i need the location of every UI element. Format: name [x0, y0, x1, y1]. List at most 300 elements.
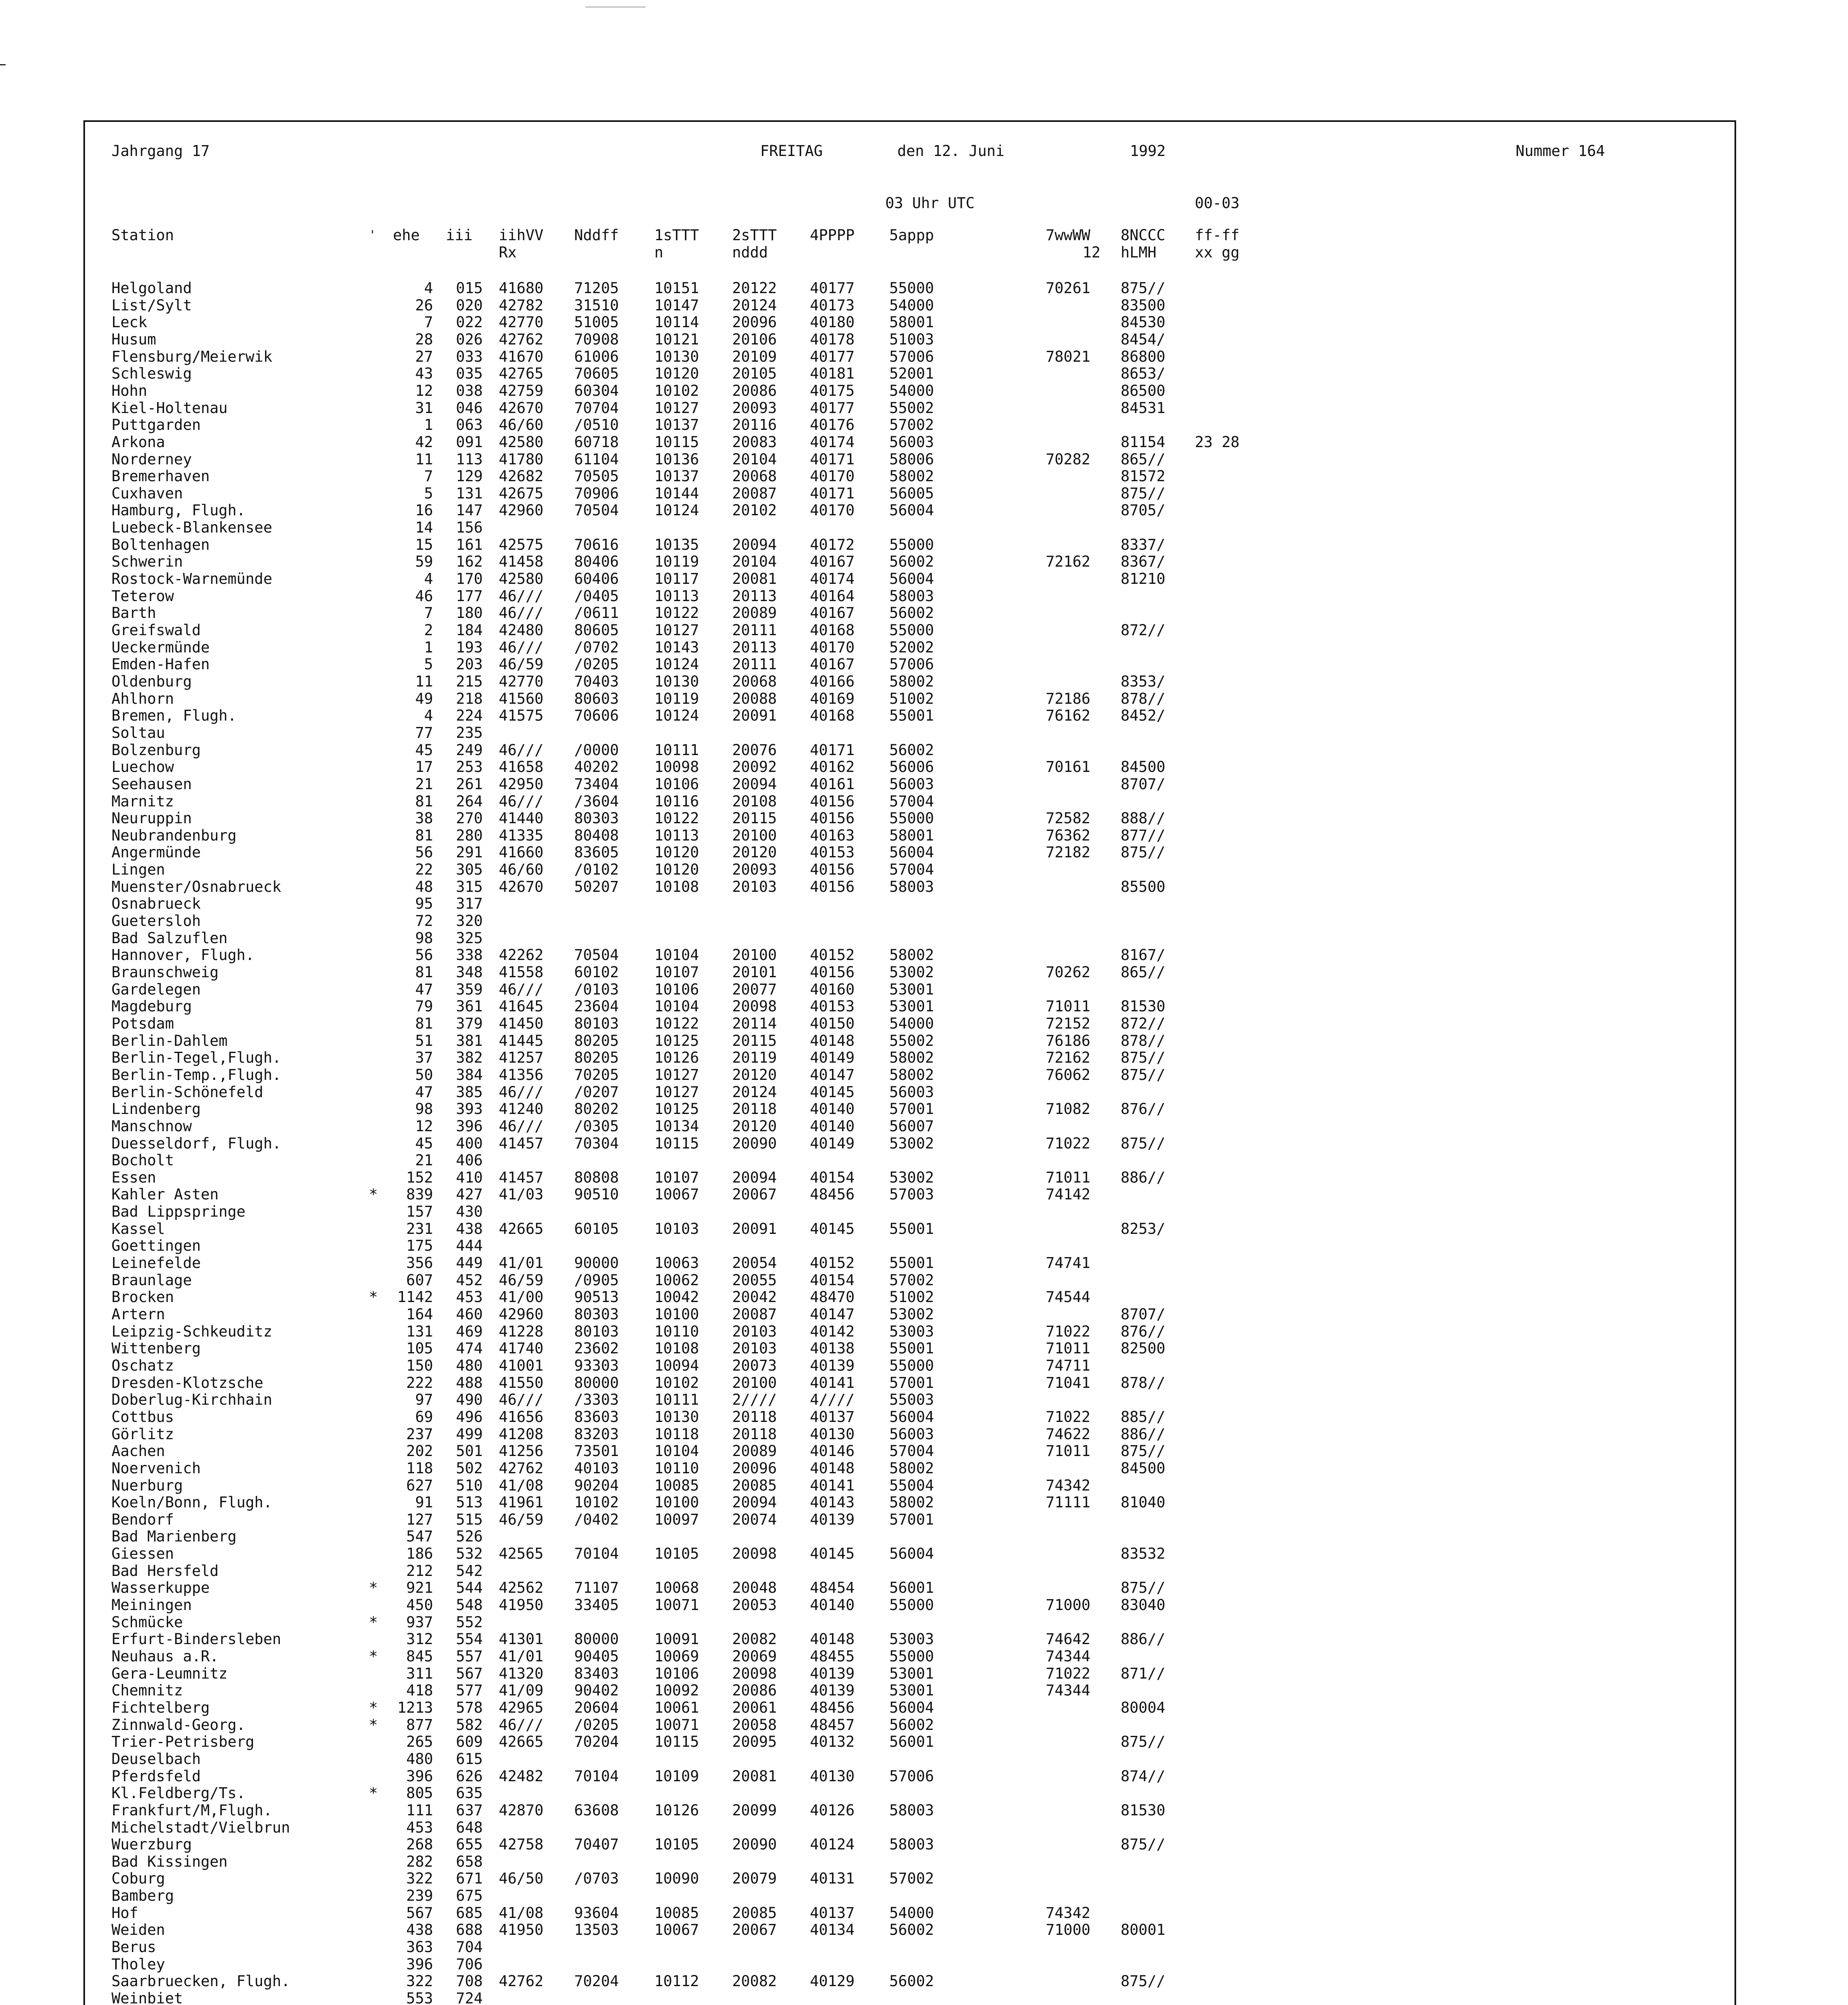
group-1sttt: 10137	[654, 468, 699, 485]
table-row	[0, 1630, 1323, 1648]
elevation: 22	[415, 861, 433, 879]
group-4pppp: 40154	[810, 1169, 855, 1186]
elevation: 4	[424, 279, 433, 297]
table-row	[0, 998, 1323, 1015]
station-name: Hannover, Flugh.	[111, 946, 255, 964]
group-1sttt: 10105	[654, 1545, 699, 1563]
group-4pppp: 40156	[810, 878, 855, 895]
elevation: 111	[406, 1801, 433, 1819]
group-nddff: 70204	[574, 1733, 619, 1751]
elevation: 2	[424, 622, 433, 639]
group-iihvv: 41/09	[499, 1682, 544, 1699]
group-2sttt: 20096	[732, 1459, 777, 1477]
group-iihvv: 42665	[499, 1220, 544, 1237]
group-1sttt: 10134	[654, 1117, 699, 1135]
group-2sttt: 20094	[732, 536, 777, 553]
station-id: 578	[456, 1699, 483, 1716]
group-1sttt: 10092	[654, 1682, 699, 1699]
station-name: Erfurt-Bindersleben	[111, 1630, 281, 1648]
elevation: 26	[415, 296, 433, 314]
table-row	[0, 1186, 1323, 1203]
group-5appp: 55000	[889, 622, 934, 639]
group-7wwww: 74642	[1046, 1630, 1091, 1648]
elevation: 47	[415, 980, 433, 998]
group-5appp: 55003	[889, 1391, 934, 1409]
station-name: Lingen	[111, 861, 165, 879]
group-1sttt: 10122	[654, 604, 699, 622]
table-row	[0, 707, 1323, 725]
elevation: 231	[406, 1220, 433, 1237]
group-7wwww: 72182	[1046, 844, 1091, 861]
group-1sttt: 10130	[654, 348, 699, 365]
table-row	[0, 399, 1323, 417]
group-iihvv: 41/00	[499, 1288, 544, 1306]
group-4pppp: 40174	[810, 433, 855, 451]
group-4pppp: 40156	[810, 792, 855, 810]
group-2sttt: 20099	[732, 1801, 777, 1819]
elevation: 21	[415, 775, 433, 793]
station-id: 218	[456, 690, 483, 707]
group-2sttt: 20103	[732, 1340, 777, 1357]
group-2sttt: 20090	[732, 1836, 777, 1853]
mountain-flag: *	[369, 1613, 378, 1631]
elevation: 877	[406, 1716, 433, 1734]
station-id: 548	[456, 1596, 483, 1614]
elevation: 37	[415, 1049, 433, 1067]
group-4pppp: 40141	[810, 1476, 855, 1494]
group-4pppp: 40167	[810, 656, 855, 673]
mountain-flag: *	[369, 1784, 378, 1802]
group-2sttt: 20069	[732, 1648, 777, 1665]
group-1sttt: 10112	[654, 1973, 699, 1990]
group-2sttt: 20118	[732, 1100, 777, 1118]
station-name: Leinefelde	[111, 1254, 201, 1272]
table-row	[0, 1323, 1323, 1341]
group-2sttt: 20111	[732, 656, 777, 673]
table-row	[0, 1152, 1323, 1169]
station-id: 655	[456, 1836, 483, 1853]
station-id: 026	[456, 330, 483, 348]
group-1sttt: 10127	[654, 1083, 699, 1101]
group-8nccc: 8705/	[1121, 502, 1166, 519]
group-nddff: /0702	[574, 638, 619, 656]
elevation: 42	[415, 433, 433, 451]
group-4pppp: 40154	[810, 1271, 855, 1289]
station-name: Muenster/Osnabrueck	[111, 878, 281, 895]
station-name: Essen	[111, 1169, 156, 1186]
group-2sttt: 20081	[732, 570, 777, 588]
group-7wwww: 71022	[1046, 1322, 1091, 1340]
group-1sttt: 10106	[654, 1665, 699, 1682]
elevation: 396	[406, 1767, 433, 1785]
table-row	[0, 1990, 1323, 2005]
elevation: 212	[406, 1562, 433, 1580]
group-1sttt: 10061	[654, 1699, 699, 1716]
elevation: 4	[424, 570, 433, 588]
table-row	[0, 1596, 1323, 1614]
group-7wwww: 71041	[1046, 1374, 1091, 1391]
group-2sttt: 20118	[732, 1425, 777, 1443]
station-id: 635	[456, 1784, 483, 1802]
group-iihvv: 41450	[499, 1015, 544, 1032]
scan-mark	[585, 6, 646, 8]
group-2sttt: 20118	[732, 1408, 777, 1426]
station-id: 427	[456, 1186, 483, 1203]
station-id: 020	[456, 296, 483, 314]
group-5appp: 55000	[889, 1357, 934, 1374]
elevation: 396	[406, 1955, 433, 1973]
group-2sttt: 20104	[732, 450, 777, 468]
station-id: 515	[456, 1511, 483, 1528]
station-name: Saarbruecken, Flugh.	[111, 1973, 290, 1990]
group-4pppp: 40142	[810, 1322, 855, 1340]
elevation: 43	[415, 365, 433, 383]
group-5appp: 57002	[889, 1271, 934, 1289]
group-1sttt: 10125	[654, 1100, 699, 1118]
group-iihvv: 46///	[499, 604, 544, 622]
station-name: Dresden-Klotzsche	[111, 1374, 263, 1391]
elevation: 131	[406, 1322, 433, 1340]
station-name: Zinnwald-Georg.	[111, 1716, 246, 1734]
group-8nccc: 81572	[1121, 468, 1166, 485]
station-name: Artern	[111, 1306, 165, 1323]
group-1sttt: 10127	[654, 399, 699, 417]
group-4pppp: 40124	[810, 1836, 855, 1853]
group-5appp: 56002	[889, 553, 934, 571]
elevation: 48	[415, 878, 433, 895]
group-4pppp: 40149	[810, 1134, 855, 1152]
group-iihvv: 41740	[499, 1340, 544, 1357]
elevation: 567	[406, 1904, 433, 1922]
group-4pppp: 40143	[810, 1494, 855, 1511]
group-iihvv: 41457	[499, 1134, 544, 1152]
station-name: Wuerzburg	[111, 1836, 192, 1853]
group-iihvv: 41/08	[499, 1476, 544, 1494]
group-4pppp: 40167	[810, 553, 855, 571]
group-8nccc: 875//	[1121, 1134, 1166, 1152]
tick-mark: '	[369, 228, 376, 242]
group-7wwww: 72186	[1046, 690, 1091, 707]
station-name: Ueckermünde	[111, 638, 210, 656]
station-name: Berlin-Tegel,Flugh.	[111, 1049, 281, 1067]
elevation: 56	[415, 946, 433, 964]
station-id: 035	[456, 365, 483, 383]
group-1sttt: 10110	[654, 1459, 699, 1477]
station-id: 162	[456, 553, 483, 571]
group-4pppp: 40166	[810, 672, 855, 690]
table-row	[0, 656, 1323, 673]
group-5appp: 53001	[889, 1682, 934, 1699]
group-2sttt: 20067	[732, 1921, 777, 1939]
group-8nccc: 875//	[1121, 1049, 1166, 1067]
station-name: Leck	[111, 314, 148, 331]
group-nddff: 60304	[574, 382, 619, 399]
table-row	[0, 1015, 1323, 1033]
group-iihvv: 46/59	[499, 1511, 544, 1528]
table-row	[0, 1648, 1323, 1665]
table-row	[0, 365, 1323, 383]
station-id: 249	[456, 741, 483, 759]
elevation: 69	[415, 1408, 433, 1426]
station-id: 488	[456, 1374, 483, 1391]
station-name: Emden-Hafen	[111, 656, 210, 673]
table-row	[0, 1442, 1323, 1460]
group-4pppp: 40148	[810, 1630, 855, 1648]
group-1sttt: 10122	[654, 1015, 699, 1032]
station-name: Hohn	[111, 382, 148, 399]
station-id: 685	[456, 1904, 483, 1922]
group-7wwww: 72582	[1046, 810, 1091, 827]
station-id: 325	[456, 929, 483, 947]
group-5appp: 51003	[889, 330, 934, 348]
group-2sttt: 20103	[732, 878, 777, 895]
table-row	[0, 1819, 1323, 1837]
group-nddff: 70906	[574, 484, 619, 502]
group-nddff: 70407	[574, 1836, 619, 1853]
group-iihvv: 41257	[499, 1049, 544, 1067]
group-4pppp: 40177	[810, 399, 855, 417]
table-row	[0, 673, 1323, 691]
group-7wwww: 71000	[1046, 1596, 1091, 1614]
station-id: 180	[456, 604, 483, 622]
station-name: Arkona	[111, 433, 165, 451]
table-row	[0, 1887, 1323, 1905]
group-iihvv: 41208	[499, 1425, 544, 1443]
elevation: 202	[406, 1442, 433, 1460]
elevation: 157	[406, 1203, 433, 1221]
station-name: Osnabrueck	[111, 895, 201, 913]
group-5appp: 58002	[889, 1049, 934, 1067]
group-5appp: 58002	[889, 1459, 934, 1477]
station-name: Barth	[111, 604, 156, 622]
station-name: Duesseldorf, Flugh.	[111, 1134, 281, 1152]
group-5appp: 53001	[889, 998, 934, 1015]
group-iihvv: 42950	[499, 775, 544, 793]
station-name: Greifswald	[111, 622, 201, 639]
group-8nccc: 871//	[1121, 1665, 1166, 1682]
group-iihvv: 41575	[499, 707, 544, 725]
group-2sttt: 20120	[732, 1117, 777, 1135]
group-4pppp: 40129	[810, 1973, 855, 1990]
group-nddff: 80000	[574, 1374, 619, 1391]
table-row	[0, 1237, 1323, 1255]
group-nddff: 61006	[574, 348, 619, 365]
group-5appp: 56003	[889, 775, 934, 793]
elevation: 56	[415, 844, 433, 861]
station-name: Weiden	[111, 1921, 165, 1939]
group-nddff: 40103	[574, 1459, 619, 1477]
station-name: Neuruppin	[111, 810, 192, 827]
group-5appp: 54000	[889, 296, 934, 314]
table-row	[0, 1716, 1323, 1734]
group-5appp: 53003	[889, 1322, 934, 1340]
table-row	[0, 485, 1323, 502]
station-id: 129	[456, 468, 483, 485]
elevation: 921	[406, 1579, 433, 1597]
group-5appp: 55001	[889, 1220, 934, 1237]
group-5appp: 56002	[889, 604, 934, 622]
group-1sttt: 10115	[654, 1134, 699, 1152]
group-8nccc: 878//	[1121, 1032, 1166, 1049]
elevation: 49	[415, 690, 433, 707]
group-nddff: 80103	[574, 1015, 619, 1032]
group-iihvv: 42762	[499, 1459, 544, 1477]
group-nddff: 90204	[574, 1476, 619, 1494]
elevation: 607	[406, 1271, 433, 1289]
group-1sttt: 10120	[654, 844, 699, 861]
table-row	[0, 895, 1323, 913]
table-row	[0, 553, 1323, 571]
group-2sttt: 20091	[732, 707, 777, 725]
station-name: Bad Kissingen	[111, 1853, 228, 1870]
group-iihvv: 41658	[499, 758, 544, 776]
group-iihvv: 41/03	[499, 1186, 544, 1203]
table-row	[0, 1494, 1323, 1511]
station-id: 280	[456, 826, 483, 844]
elevation: 805	[406, 1784, 433, 1802]
station-id: 542	[456, 1562, 483, 1580]
group-7wwww: 74342	[1046, 1904, 1091, 1922]
station-name: Bocholt	[111, 1152, 174, 1169]
group-iihvv: 41356	[499, 1066, 544, 1084]
station-name: Teterow	[111, 587, 174, 605]
station-name: Schmücke	[111, 1613, 183, 1631]
group-7wwww: 70161	[1046, 758, 1091, 776]
elevation: 97	[415, 1391, 433, 1409]
group-iihvv: 46///	[499, 980, 544, 998]
table-row	[0, 1870, 1323, 1888]
group-iihvv: 46/59	[499, 656, 544, 673]
group-7wwww: 70261	[1046, 279, 1091, 297]
group-4pppp: 40153	[810, 998, 855, 1015]
station-id: 033	[456, 348, 483, 365]
col-iihvv: iihVV	[499, 227, 544, 244]
station-id: 379	[456, 1015, 483, 1032]
group-5appp: 53003	[889, 1630, 934, 1648]
group-nddff: 80303	[574, 1306, 619, 1323]
elevation: 627	[406, 1476, 433, 1494]
group-nddff: /0102	[574, 861, 619, 879]
table-row	[0, 1306, 1323, 1323]
station-id: 382	[456, 1049, 483, 1067]
group-1sttt: 10105	[654, 1836, 699, 1853]
table-row	[0, 1528, 1323, 1545]
station-id: 577	[456, 1682, 483, 1699]
group-iihvv: 42960	[499, 502, 544, 519]
station-name: Goettingen	[111, 1237, 201, 1255]
group-1sttt: 10071	[654, 1596, 699, 1614]
group-2sttt: 20054	[732, 1254, 777, 1272]
group-2sttt: 20073	[732, 1357, 777, 1374]
group-2sttt: 20101	[732, 964, 777, 981]
group-2sttt: 20068	[732, 468, 777, 485]
station-name: Frankfurt/M,Flugh.	[111, 1801, 272, 1819]
station-id: 015	[456, 279, 483, 297]
group-5appp: 58002	[889, 1066, 934, 1084]
group-nddff: 80205	[574, 1032, 619, 1049]
group-iihvv: 41/01	[499, 1254, 544, 1272]
group-4pppp: 40177	[810, 348, 855, 365]
station-id: 724	[456, 1990, 483, 2005]
table-row	[0, 1135, 1323, 1152]
table-row	[0, 570, 1323, 588]
station-name: Braunschweig	[111, 964, 219, 981]
station-id: 453	[456, 1288, 483, 1306]
group-4pppp: 40137	[810, 1904, 855, 1922]
station-name: Luechow	[111, 758, 174, 776]
group-1sttt: 10111	[654, 1391, 699, 1409]
elevation: 222	[406, 1374, 433, 1391]
elevation: 81	[415, 792, 433, 810]
group-1sttt: 10102	[654, 382, 699, 399]
group-7wwww: 72162	[1046, 553, 1091, 571]
group-4pppp: 48454	[810, 1579, 855, 1597]
group-nddff: /0205	[574, 1716, 619, 1734]
table-row	[0, 1545, 1323, 1563]
station-name: Puttgarden	[111, 416, 201, 434]
group-nddff: 23602	[574, 1340, 619, 1357]
group-iihvv: 46/60	[499, 861, 544, 879]
group-1sttt: 10071	[654, 1716, 699, 1734]
group-iihvv: 41320	[499, 1665, 544, 1682]
group-8nccc: 886//	[1121, 1425, 1166, 1443]
elevation: 31	[415, 399, 433, 417]
group-5appp: 54000	[889, 382, 934, 399]
station-id: 658	[456, 1853, 483, 1870]
group-2sttt: 20111	[732, 622, 777, 639]
table-row	[0, 416, 1323, 434]
group-5appp: 56004	[889, 1545, 934, 1563]
group-4pppp: 48455	[810, 1648, 855, 1665]
group-5appp: 53001	[889, 1665, 934, 1682]
group-nddff: /3303	[574, 1391, 619, 1409]
station-id: 502	[456, 1459, 483, 1477]
group-iihvv: 42782	[499, 296, 544, 314]
elevation: 118	[406, 1459, 433, 1477]
group-4pppp: 40148	[810, 1459, 855, 1477]
elevation: 239	[406, 1887, 433, 1905]
group-1sttt: 10127	[654, 1066, 699, 1084]
table-row	[0, 1357, 1323, 1375]
group-5appp: 58003	[889, 878, 934, 895]
group-7wwww: 71011	[1046, 1442, 1091, 1460]
station-id: 184	[456, 622, 483, 639]
group-iihvv: 41950	[499, 1921, 544, 1939]
table-row	[0, 1614, 1323, 1631]
group-2sttt: 20088	[732, 690, 777, 707]
table-row	[0, 1374, 1323, 1392]
group-iihvv: 41445	[499, 1032, 544, 1049]
group-7wwww: 70282	[1046, 450, 1091, 468]
table-row	[0, 1836, 1323, 1853]
group-1sttt: 10062	[654, 1271, 699, 1289]
table-row	[0, 793, 1323, 810]
group-5appp: 56003	[889, 1083, 934, 1101]
group-nddff: 40202	[574, 758, 619, 776]
group-8nccc: 878//	[1121, 1374, 1166, 1391]
group-8nccc: 872//	[1121, 1015, 1166, 1032]
group-4pppp: 40171	[810, 484, 855, 502]
group-8nccc: 886//	[1121, 1169, 1166, 1186]
group-1sttt: 10122	[654, 810, 699, 827]
group-8nccc: 8454/	[1121, 330, 1166, 348]
group-4pppp: 40164	[810, 587, 855, 605]
group-4pppp: 40161	[810, 775, 855, 793]
group-5appp: 55000	[889, 1648, 934, 1665]
group-8nccc: 885//	[1121, 1408, 1166, 1426]
table-row	[0, 433, 1323, 451]
group-5appp: 57002	[889, 1870, 934, 1888]
